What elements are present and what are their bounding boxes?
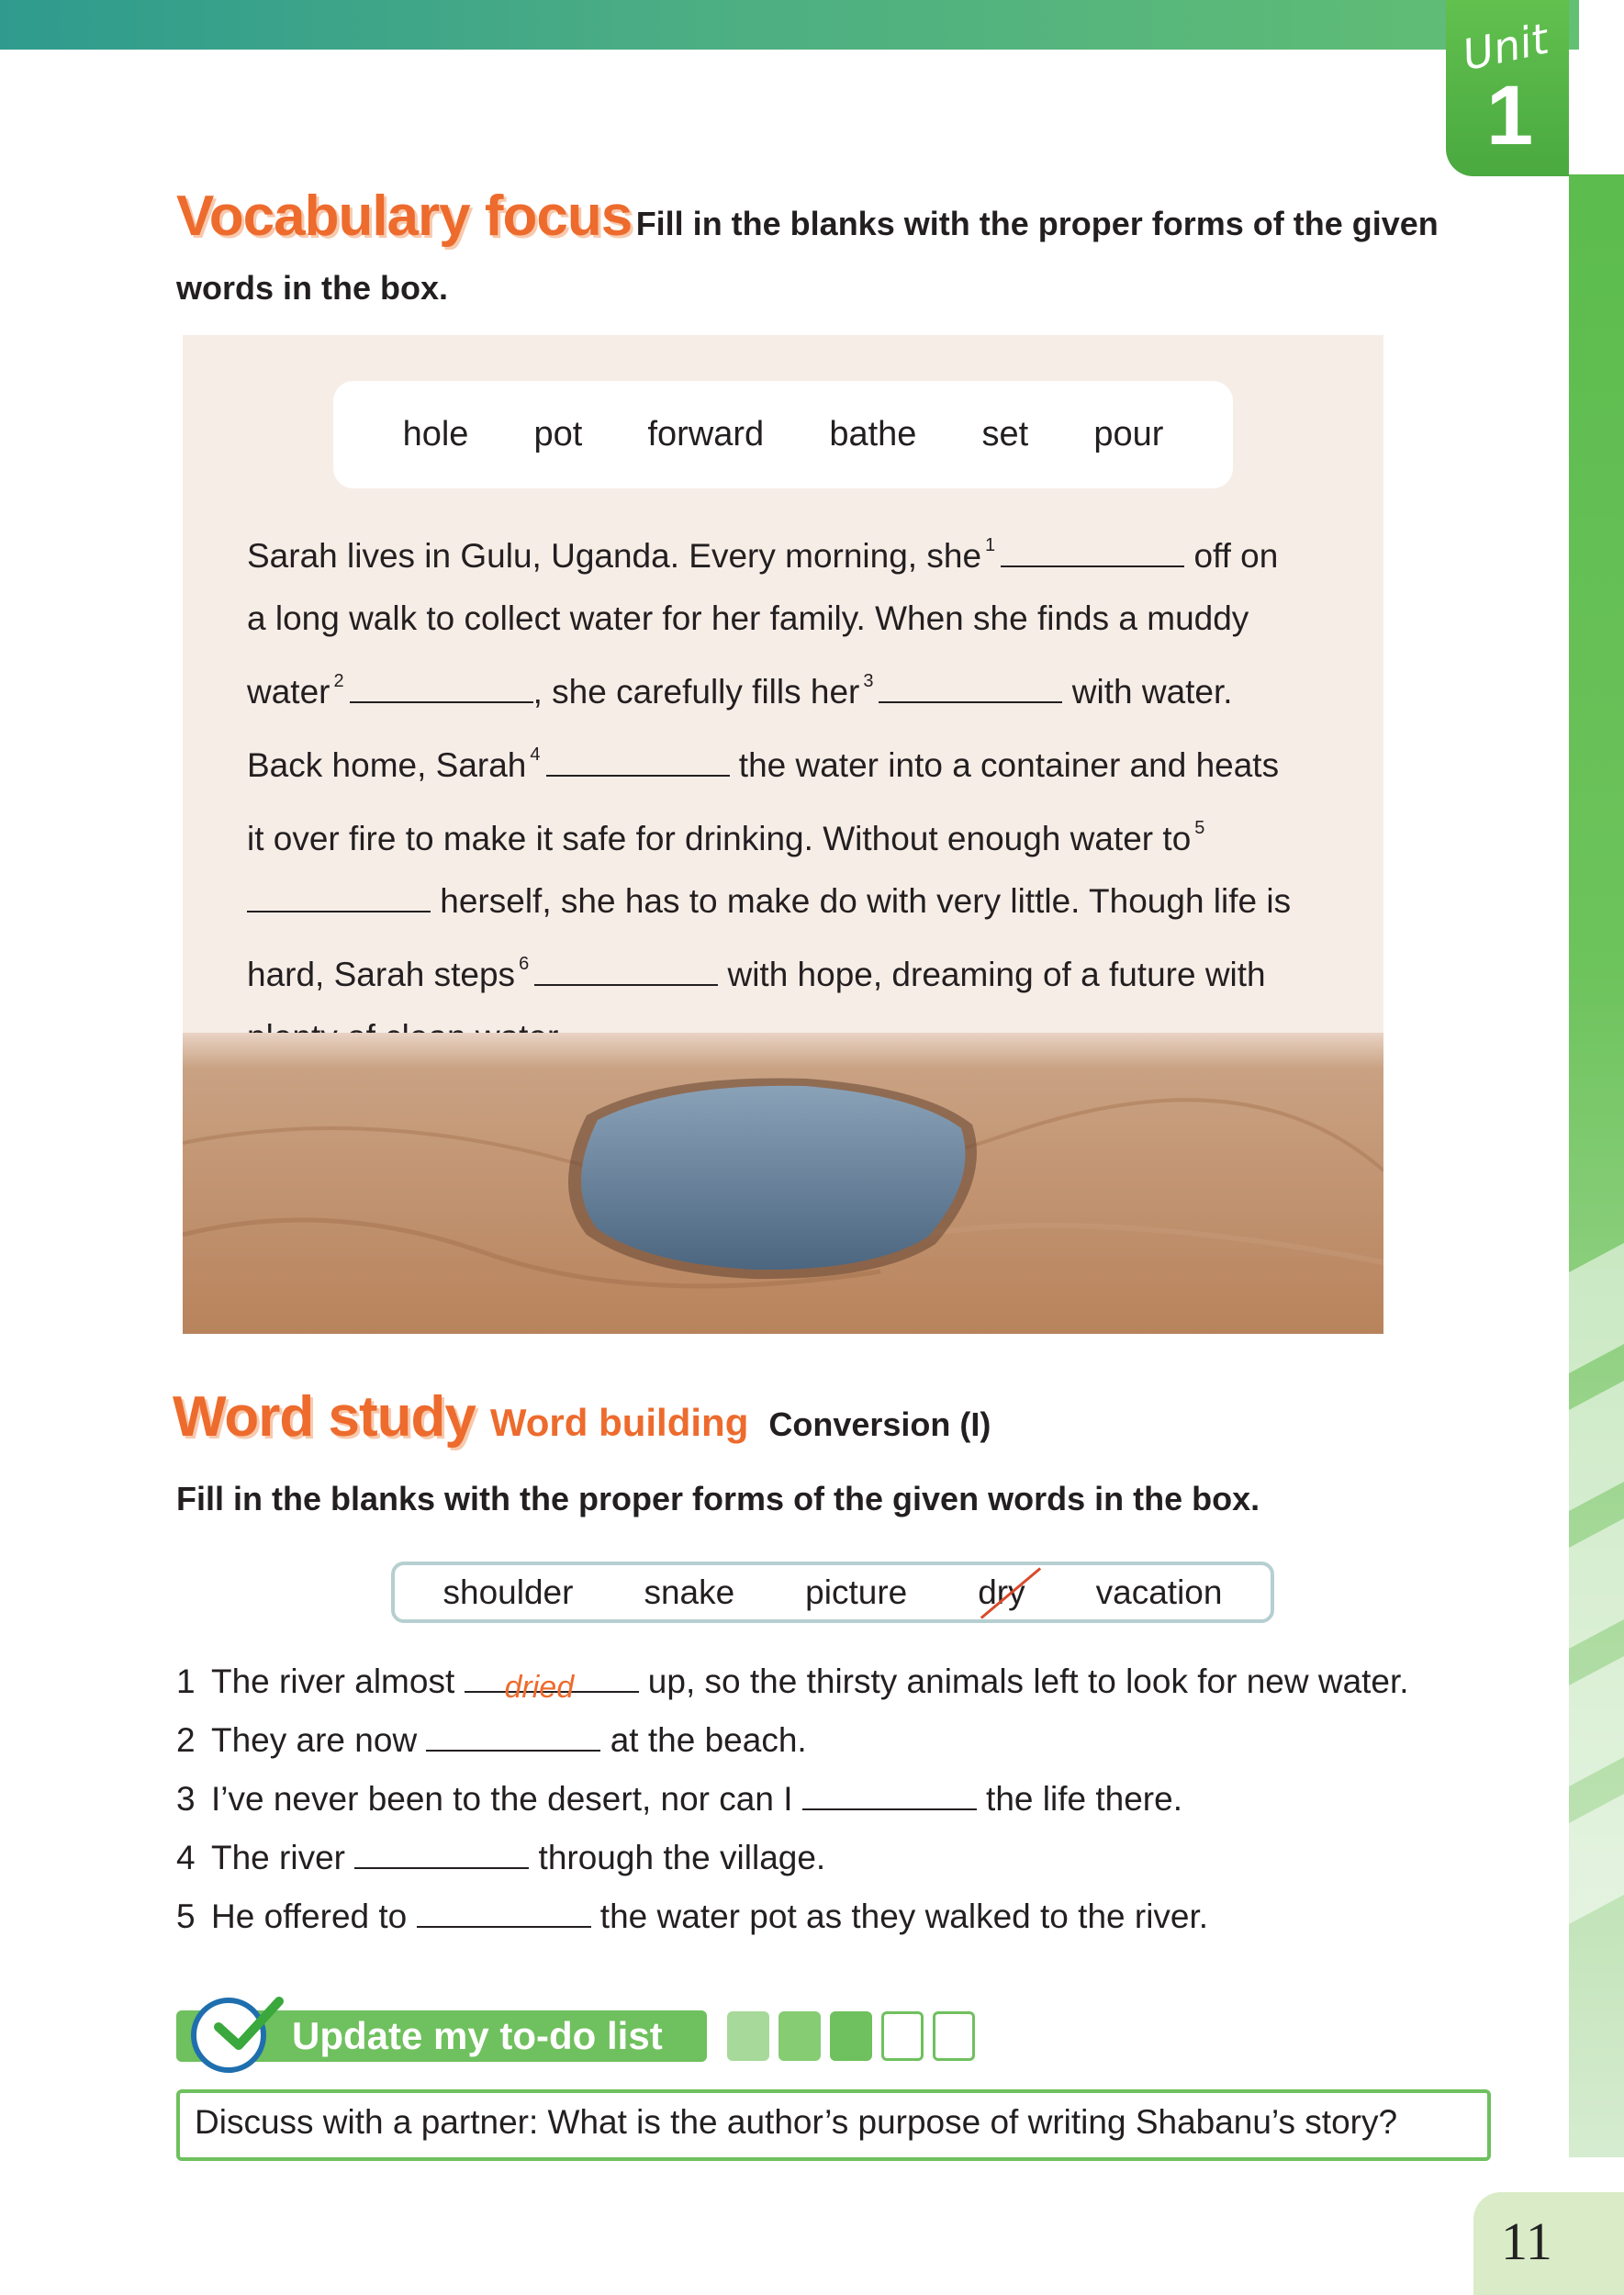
- vocabulary-instruction-2: words in the box.: [176, 269, 449, 307]
- unit-tab: [1446, 0, 1569, 176]
- word-bank-item: pot: [533, 415, 583, 453]
- word-bank-item: vacation: [1095, 1573, 1223, 1611]
- list-item: [176, 1770, 1409, 1829]
- blank-5[interactable]: [247, 883, 431, 912]
- item-text: at the beach.: [600, 1721, 807, 1759]
- passage-text: Sarah lives in Gulu, Uganda. Every morning, she: [247, 537, 982, 575]
- blank-number: 3: [863, 671, 874, 691]
- item-text: The river: [211, 1839, 355, 1876]
- blank-6[interactable]: [534, 957, 718, 986]
- conversion-topic: Conversion (I): [768, 1405, 991, 1443]
- answer-blank[interactable]: [354, 1838, 529, 1869]
- word-box: [333, 381, 1233, 488]
- passage-text: it over fire to make it safe for drinking. Without enough water to: [247, 820, 1192, 857]
- word-bank-item: snake: [644, 1573, 735, 1611]
- vocabulary-panel: [183, 335, 1383, 1334]
- answer-blank[interactable]: [426, 1720, 600, 1752]
- item-text: He offered to: [211, 1898, 417, 1935]
- blank-1[interactable]: [1001, 538, 1184, 567]
- blank-number: 1: [985, 535, 996, 555]
- blank-4[interactable]: [546, 747, 730, 777]
- word-bank-item: picture: [805, 1573, 908, 1611]
- word-study-word-box: [391, 1562, 1274, 1623]
- progress-squares: [727, 2011, 984, 2061]
- crossed-word: dry: [978, 1573, 1025, 1611]
- item-text: I’ve never been to the desert, nor can I: [211, 1780, 802, 1818]
- vocabulary-instruction-1: Fill in the blanks with the proper forms of the given: [635, 205, 1439, 242]
- item-text: They are now: [211, 1721, 427, 1759]
- word-study-heading: [173, 1384, 991, 1450]
- word-bank-item: shoulder: [442, 1573, 574, 1611]
- list-item: [176, 1711, 1409, 1770]
- blank-2[interactable]: [350, 674, 533, 703]
- item-text: the life there.: [976, 1780, 1182, 1818]
- list-item: [176, 1887, 1409, 1946]
- item-number: 1: [176, 1662, 196, 1700]
- answer-blank[interactable]: [802, 1779, 977, 1810]
- answer-blank[interactable]: [417, 1897, 591, 1928]
- item-number: 4: [176, 1839, 196, 1876]
- progress-square-filled[interactable]: [830, 2011, 872, 2061]
- word-study-items: [176, 1652, 1409, 1946]
- progress-square-filled[interactable]: [778, 2011, 821, 2061]
- vocabulary-focus-heading: [176, 184, 1480, 320]
- vocabulary-focus-title: Vocabulary focus: [176, 185, 633, 248]
- passage-text: with hope, dreaming of a future with: [727, 956, 1266, 993]
- top-banner: [0, 0, 1579, 50]
- passage-text: hard, Sarah steps: [247, 956, 516, 993]
- word-bank-item: forward: [647, 415, 765, 453]
- item-text: up, so the thirsty animals left to look for new water.: [638, 1662, 1409, 1700]
- blank-number: 4: [530, 744, 541, 765]
- passage-text: Back home, Sarah: [247, 746, 527, 784]
- todo-banner: [176, 2010, 707, 2062]
- passage-text: water: [247, 673, 330, 711]
- blank-number: 2: [333, 671, 344, 691]
- blank-number: 5: [1194, 818, 1205, 838]
- progress-square-filled[interactable]: [727, 2011, 769, 2061]
- discussion-prompt: Discuss with a partner: What is the author’s purpose of writing Shabanu’s story?: [176, 2089, 1491, 2161]
- todo-section: [176, 2010, 984, 2062]
- progress-square-empty[interactable]: [933, 2011, 975, 2061]
- word-bank-item: hole: [402, 415, 469, 453]
- list-item: [176, 1652, 1409, 1711]
- example-answer: dried: [504, 1670, 575, 1705]
- side-decoration-strip: [1569, 174, 1624, 2157]
- todo-label: Update my to-do list: [292, 2014, 663, 2057]
- item-number: 3: [176, 1780, 196, 1818]
- word-bank-item: set: [981, 415, 1029, 453]
- checkmark-icon: [213, 1996, 285, 2053]
- item-number: 5: [176, 1898, 196, 1935]
- vocabulary-passage: [247, 514, 1330, 1069]
- item-text: The river almost: [211, 1662, 465, 1700]
- blank-3[interactable]: [879, 674, 1062, 703]
- passage-text: off on: [1193, 537, 1279, 575]
- answer-blank[interactable]: [465, 1662, 639, 1705]
- page-number-tab: [1473, 2192, 1624, 2295]
- word-bank-item-crossed: [978, 1573, 1025, 1612]
- list-item: [176, 1829, 1409, 1887]
- blank-number: 6: [519, 954, 530, 974]
- item-text: the water pot as they walked to the river.: [590, 1898, 1209, 1935]
- word-study-title: Word study: [173, 1385, 476, 1449]
- passage-text: , she carefully fills her: [532, 673, 860, 711]
- item-text: through the village.: [529, 1839, 826, 1876]
- unit-number: 1: [1486, 69, 1534, 162]
- passage-text: herself, she has to make do with very little. Though life is: [440, 882, 1292, 920]
- passage-text: with water.: [1071, 673, 1233, 711]
- passage-text: a long walk to collect water for her family. When she finds a muddy: [247, 599, 1249, 637]
- word-building-subtitle: Word building: [489, 1401, 749, 1444]
- word-bank-item: bathe: [829, 415, 917, 453]
- page-number: 11: [1501, 2211, 1552, 2271]
- word-study-instruction: Fill in the blanks with the proper forms of the given words in the box.: [176, 1480, 1260, 1517]
- desert-oasis-photo: [183, 1033, 1383, 1334]
- passage-text: the water into a container and heats: [738, 746, 1280, 784]
- word-bank-item: pour: [1093, 415, 1164, 453]
- unit-label: Unit: [1458, 13, 1553, 81]
- progress-square-empty[interactable]: [881, 2011, 924, 2061]
- item-number: 2: [176, 1721, 196, 1759]
